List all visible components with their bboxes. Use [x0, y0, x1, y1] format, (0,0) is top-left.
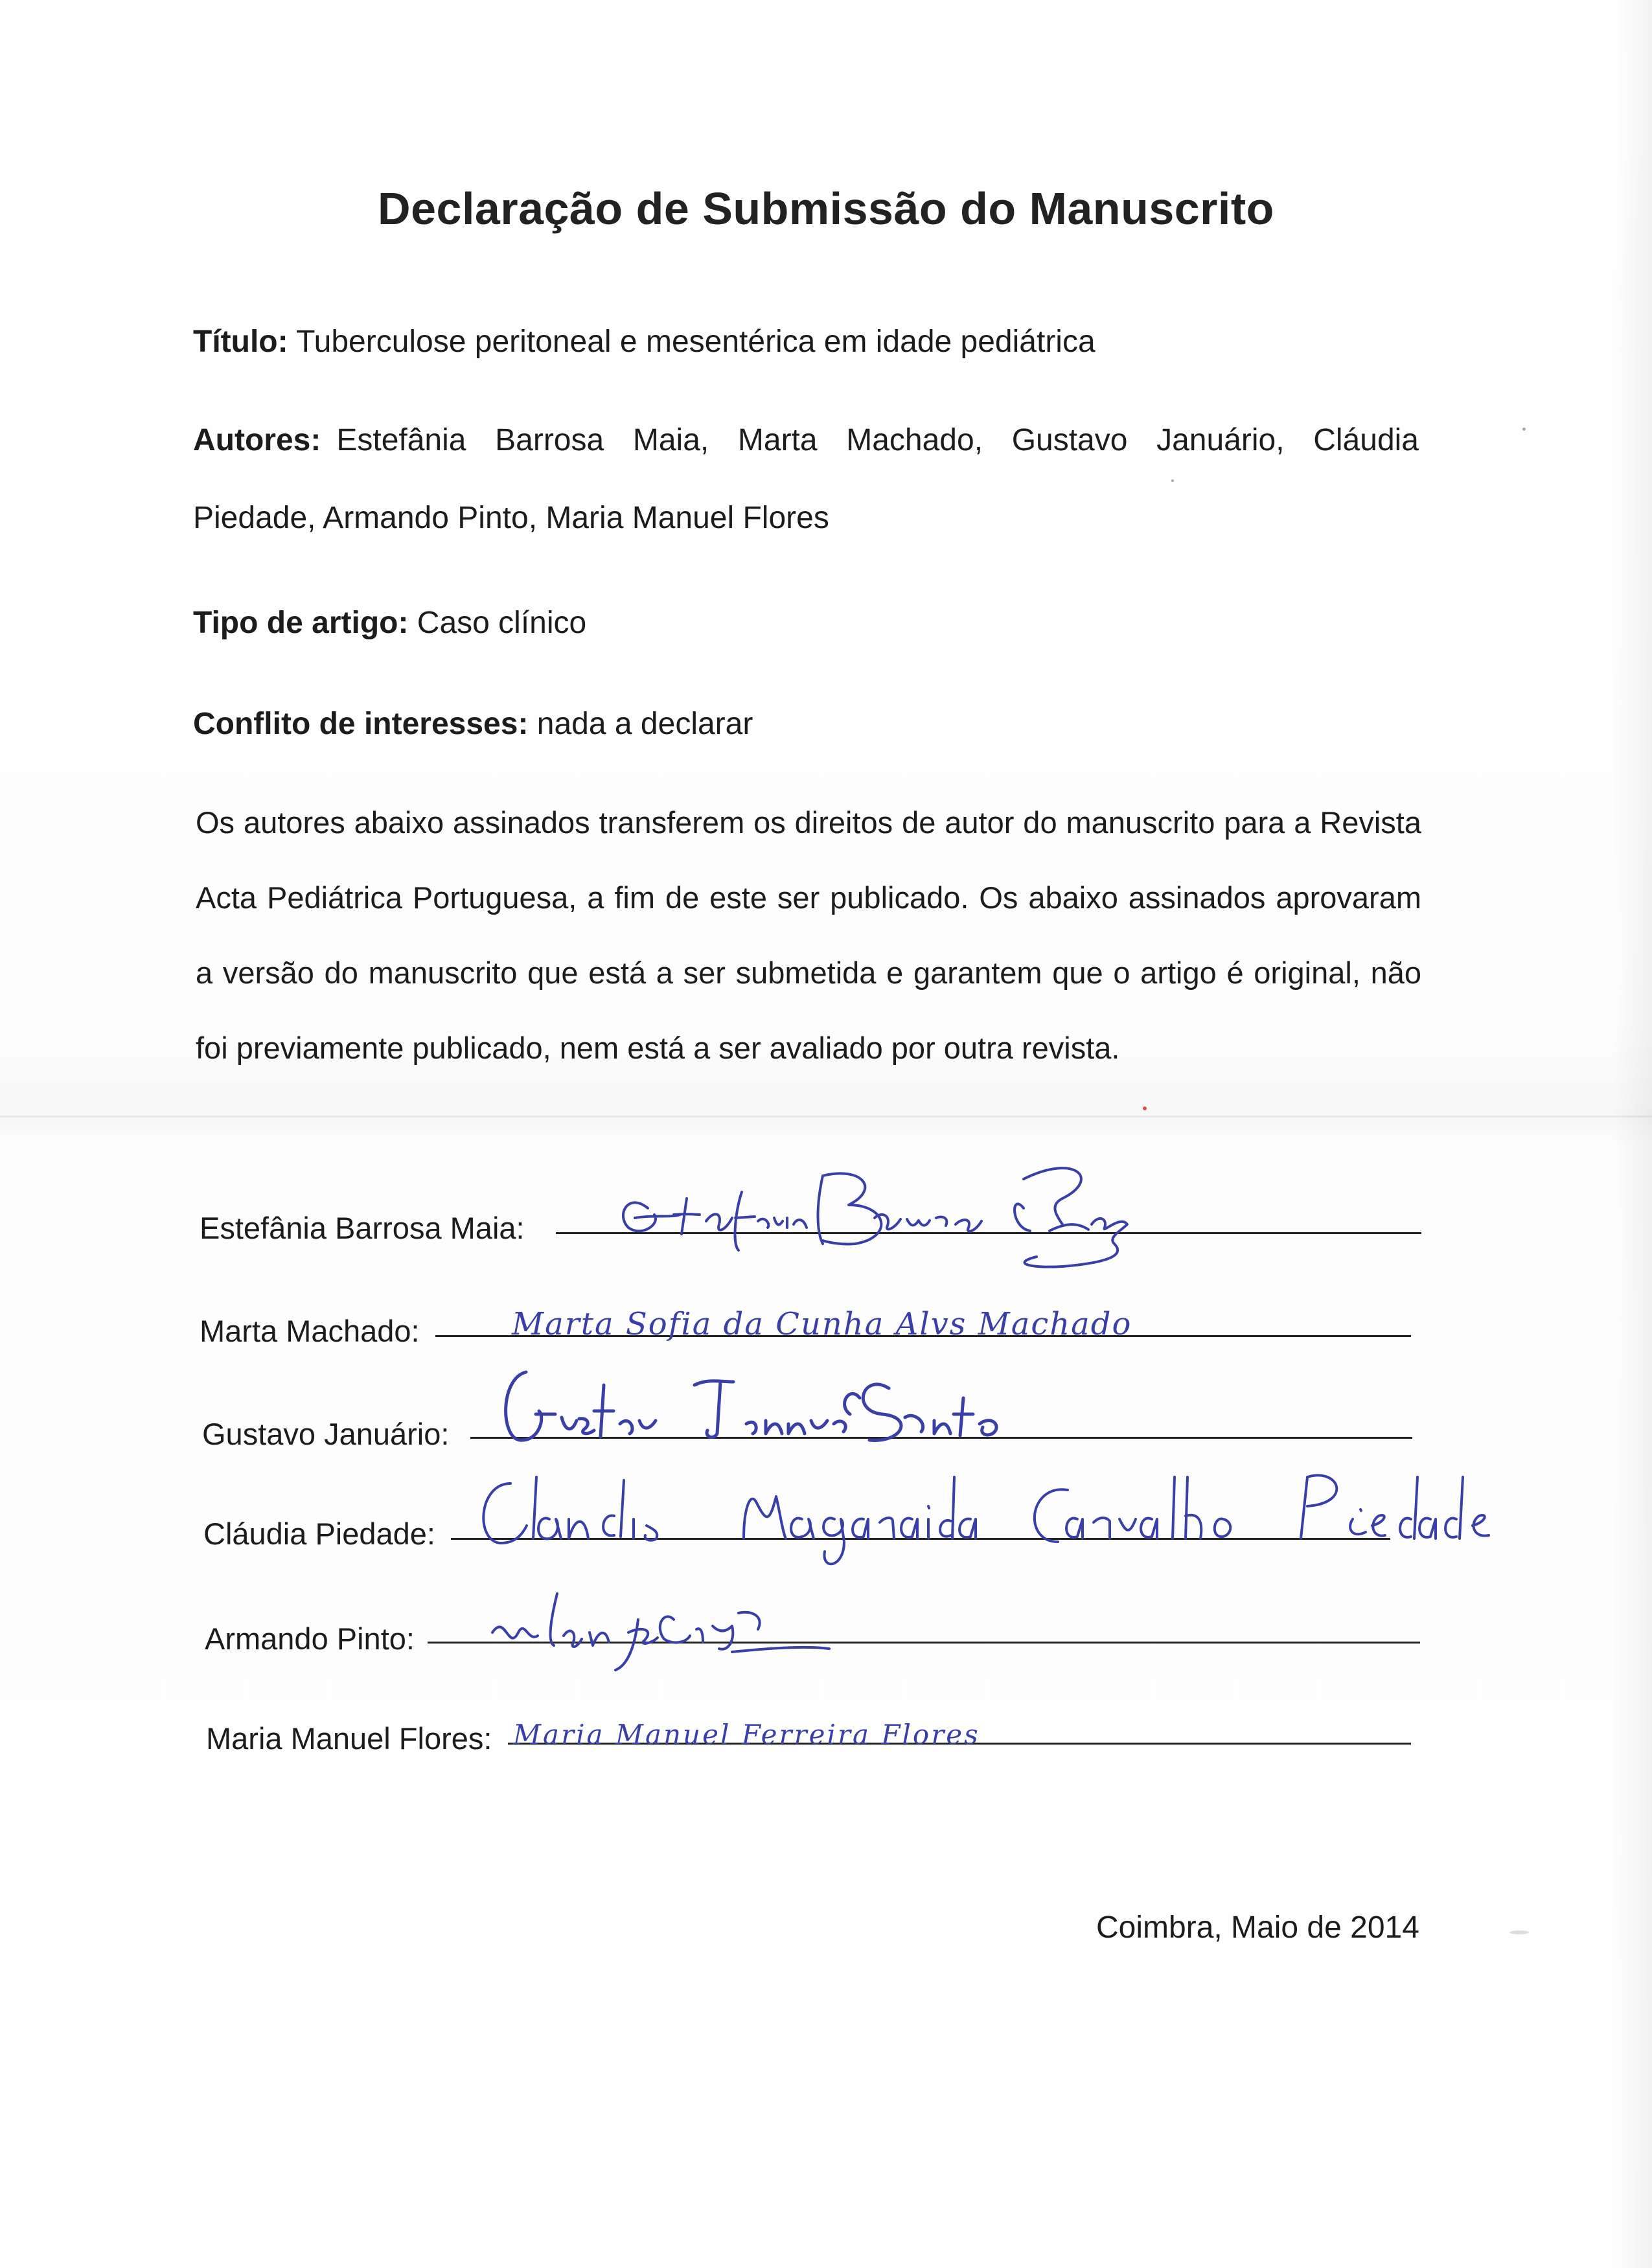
svg-text:Marta Sofia da Cunha Alvs: Marta Sofia da Cunha Alvs Machado: [512, 1306, 1132, 1342]
scan-speck: [1522, 428, 1526, 431]
signature-label-1: Estefânia Barrosa Maia:: [200, 1211, 525, 1245]
document-title: Declaração de Submissão do Manuscrito: [378, 183, 1274, 234]
field-conflito-value: nada a declarar: [536, 707, 753, 741]
signature-handwritten-4: [472, 1471, 1534, 1574]
scan-speck: [1509, 1930, 1529, 1934]
signature-label-5: Armando Pinto:: [205, 1621, 415, 1656]
field-autores-label: Autores:: [193, 423, 321, 457]
field-tipo: [193, 605, 586, 641]
signature-handwritten-6: [509, 1699, 1157, 1763]
field-titulo-value: Tuberculose peritoneal e mesentérica em idade pediátrica: [296, 325, 1096, 359]
field-tipo-value: Caso clínico: [417, 606, 587, 640]
field-tipo-label: Tipo de artigo:: [193, 606, 409, 640]
signature-label-4: Cláudia Piedade:: [203, 1517, 435, 1551]
field-conflito: [193, 706, 753, 742]
signature-handwritten-5: [479, 1581, 933, 1671]
signature-handwritten-1: [609, 1153, 1192, 1276]
field-autores-line2: Piedade, Armando Pinto, Maria Manuel Flores: [193, 501, 829, 535]
field-conflito-label: Conflito de interesses:: [193, 707, 529, 741]
field-titulo-label: Título:: [193, 325, 288, 359]
paper-fold-crease: [0, 1116, 1652, 1117]
scan-edge-shadow: [1613, 0, 1652, 2268]
svg-text:Maria Manuel Ferreira F: Maria Manuel Ferreira Flores: [513, 1719, 980, 1750]
signature-label-2: Marta Machado:: [200, 1314, 420, 1348]
place-and-date: Coimbra, Maio de 2014: [1096, 1910, 1419, 1945]
signature-handwritten-2: [505, 1298, 1218, 1344]
scan-speck: [1143, 1106, 1147, 1110]
signature-handwritten-3: [500, 1359, 1018, 1450]
field-autores: [193, 422, 1419, 458]
signature-label-3: Gustavo Januário:: [202, 1417, 450, 1451]
statement-paragraph: Os autores abaixo assinados transferem os direitos de autor do manuscrito para a Revista Acta Pediátrica Portuguesa, a fim de este ser publicado. Os abaixo assinados aprovaram a versão do manuscrito que está a ser submetida e garantem que o artigo é original, não foi previamente publicado, nem está a ser avaliado por outra revista.: [196, 805, 1421, 1065]
field-titulo: [193, 324, 1096, 360]
scan-speck: [1171, 479, 1174, 482]
field-autores-value-line1: Estefânia Barrosa Maia, Marta Machado, Gustavo Januário, Cláudia: [336, 423, 1419, 457]
signature-label-6: Maria Manuel Flores:: [206, 1721, 492, 1756]
